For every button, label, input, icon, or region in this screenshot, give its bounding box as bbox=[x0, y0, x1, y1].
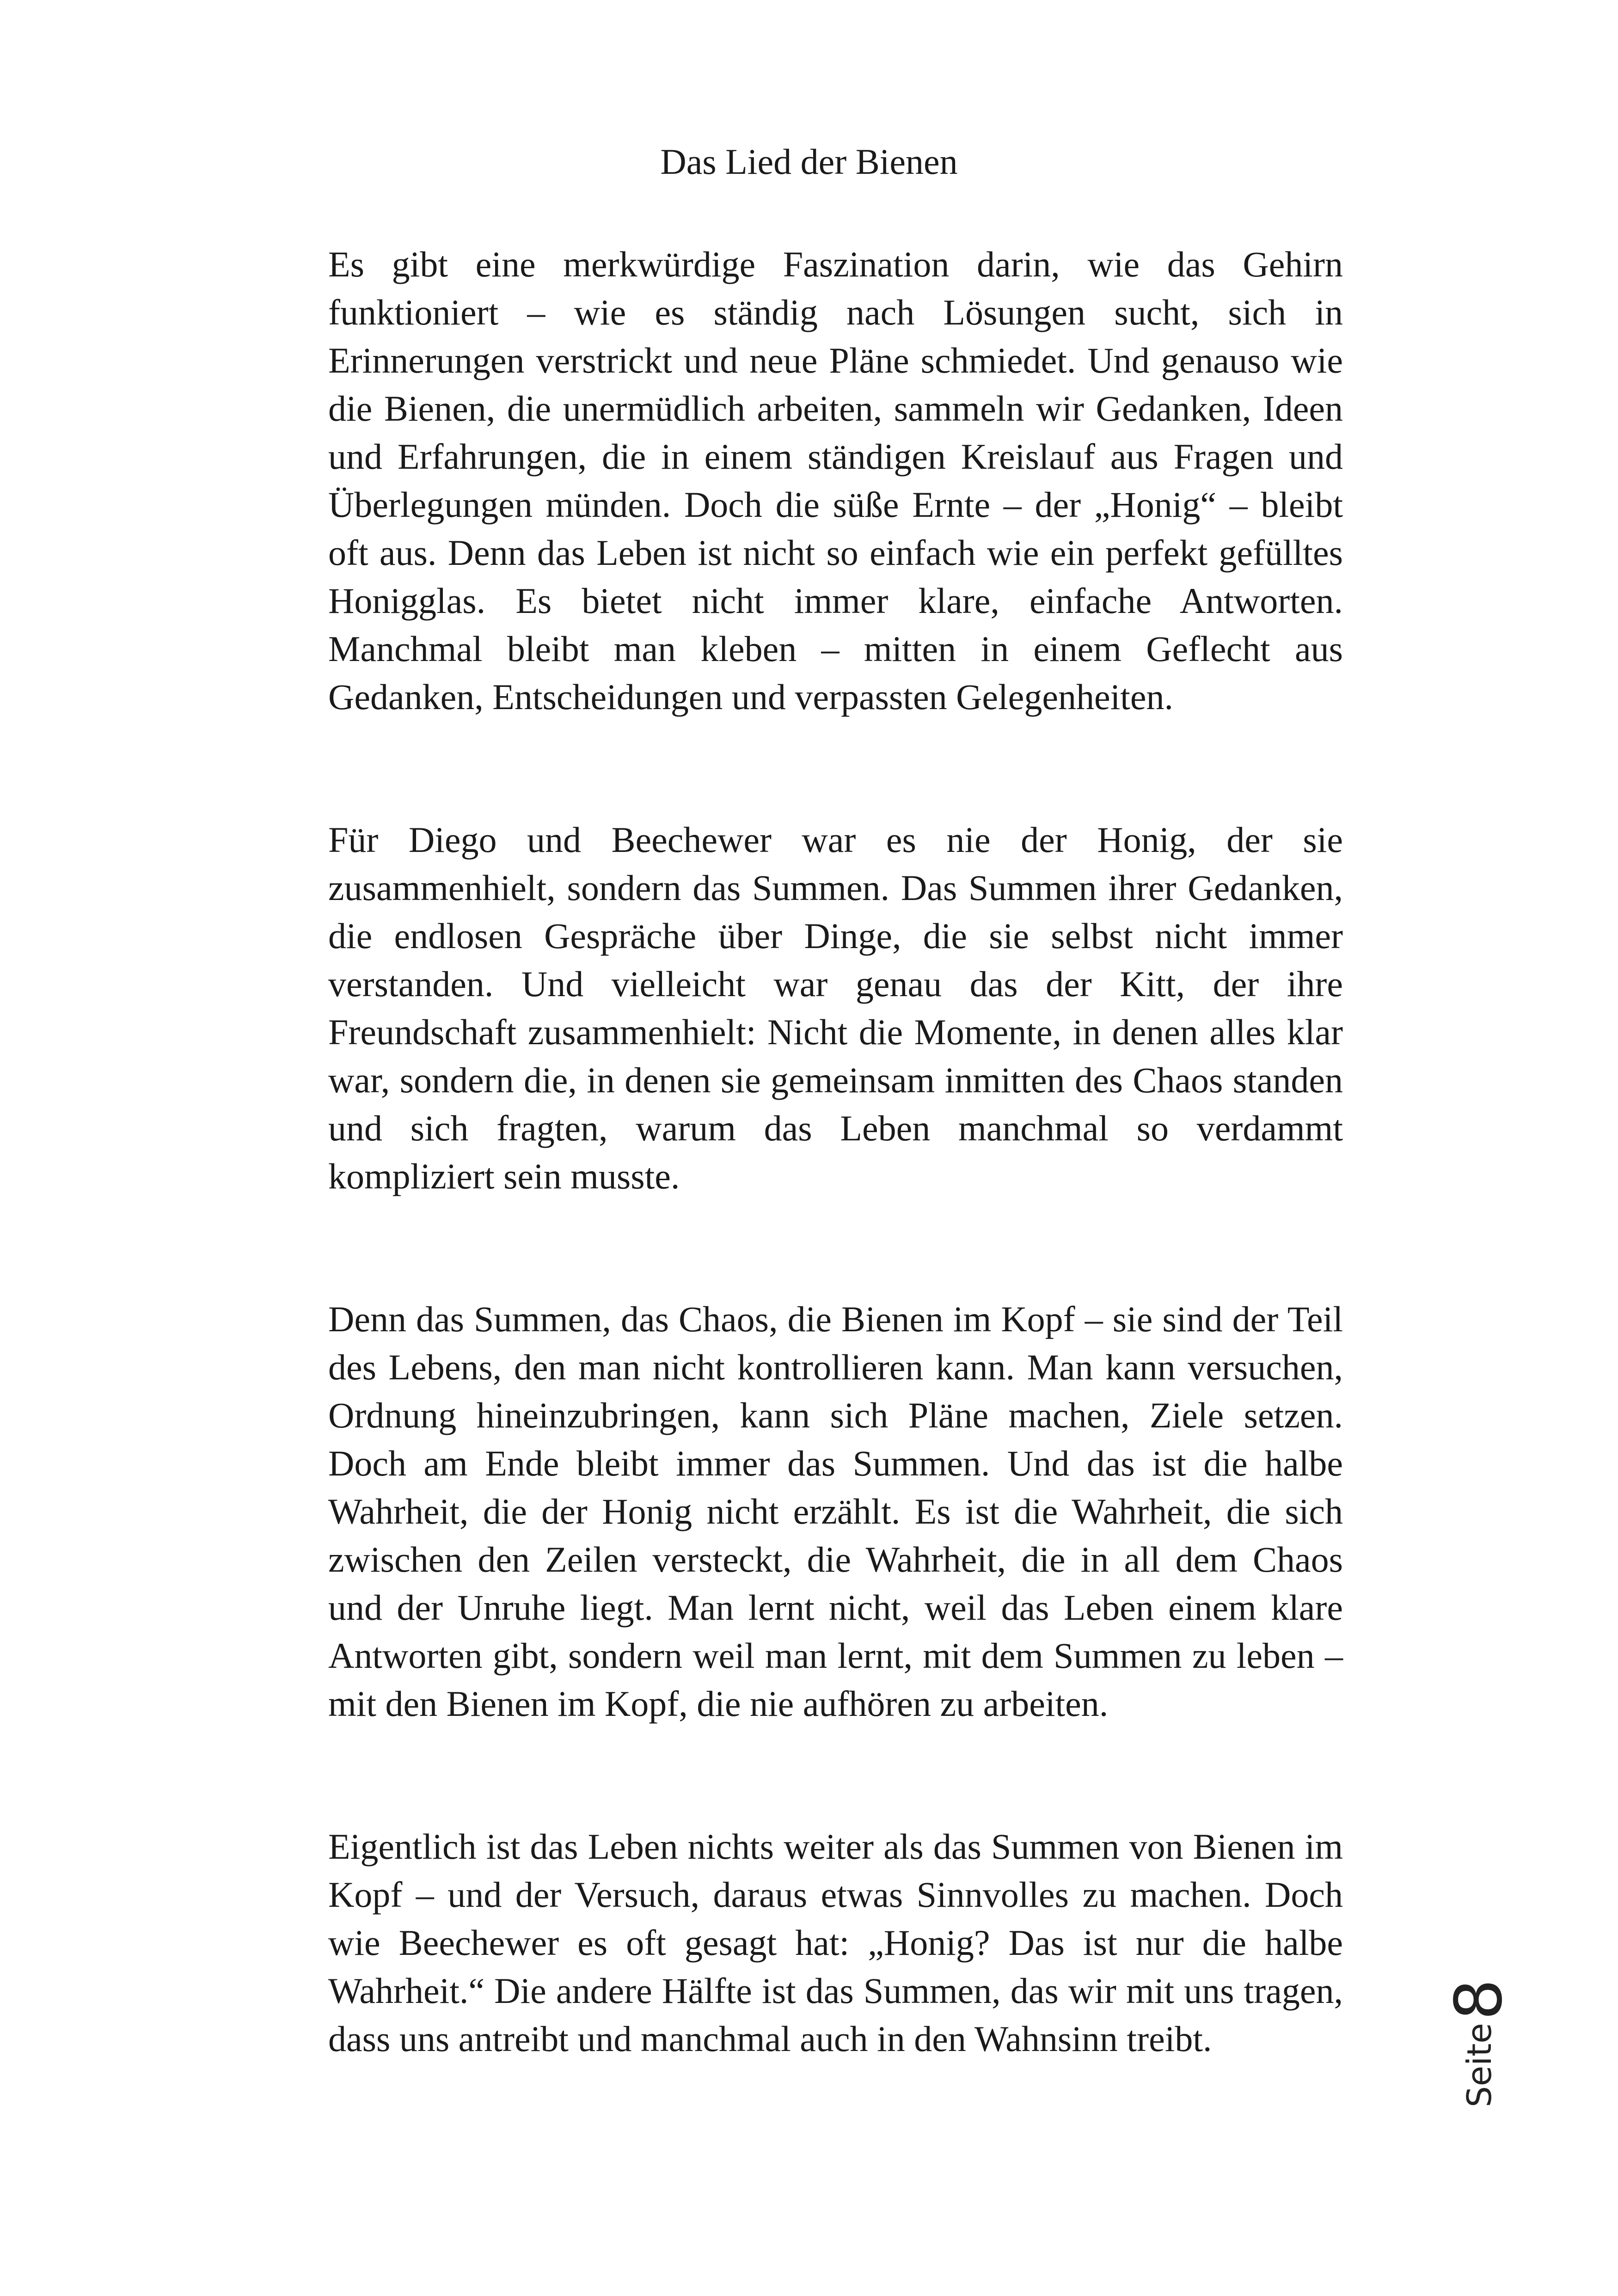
page-number-marker bbox=[1433, 1946, 1526, 2140]
body-text bbox=[328, 240, 1343, 2158]
page-number: 8 bbox=[1441, 1979, 1517, 2020]
paragraph-4: Eigentlich ist das Leben nichts weiter als das Summen von Bienen im Kopf – und der Versuch, daraus etwas Sinnvolles zu machen. Doch wie Beechewer es oft gesagt hat: „Honig? Das ist nur die halbe Wahrheit.“ Die andere Hälfte ist das Summen, das wir mit uns tragen, dass uns antreibt und manchmal auch in den Wahnsinn treibt. bbox=[328, 1826, 1343, 2059]
chapter-title: Das Lied der Bienen bbox=[660, 141, 958, 182]
page-label: Seite bbox=[1460, 2023, 1499, 2107]
paragraph-3: Denn das Summen, das Chaos, die Bienen im Kopf – sie sind der Teil des Lebens, den man nicht kontrollieren kann. Man kann versuchen, Ordnung hineinzubringen, kann sich Pläne machen, Ziele setzen. Doch am Ende bleibt immer das Summen. Und das ist die halbe Wahrheit, die der Honig nicht erzählt. Es ist die Wahrheit, die sich zwischen den Zeilen versteckt, die Wahrheit, die in all dem Chaos und der Unruhe liegt. Man lernt nicht, weil das Leben einem klare Antworten gibt, sondern weil man lernt, mit dem Summen zu leben – mit den Bienen im Kopf, die nie aufhören zu arbeiten. bbox=[328, 1299, 1343, 1724]
paragraph-2: Für Diego und Beechewer war es nie der Honig, der sie zusammenhielt, sondern das Summen. Das Summen ihrer Gedanken, die endlosen Gespräche über Dinge, die sie selbst nicht immer verstanden. Und vielleicht war genau das der Kitt, der ihre Freundschaft zusammenhielt: Nicht die Momente, in denen alles klar war, sondern die, in denen sie gemeinsam inmitten des Chaos standen und sich fragten, warum das Leben manchmal so verdammt kompliziert sein musste. bbox=[328, 820, 1343, 1196]
paragraph-1: Es gibt eine merkwürdige Faszination darin, wie das Gehirn funktioniert – wie es ständig nach Lösungen sucht, sich in Erinnerungen verstrickt und neue Pläne schmiedet. Und genauso wie die Bienen, die unermüdlich arbeiten, sammeln wir Gedanken, Ideen und Erfahrungen, die in einem ständigen Kreislauf aus Fragen und Überlegungen münden. Doch die süße Ernte – der „Honig“ – bleibt oft aus. Denn das Leben ist nicht so einfach wie ein perfekt gefülltes Honigglas. Es bietet nicht immer klare, einfache Antworten. Manchmal bleibt man kleben – mitten in einem Geflecht aus Gedanken, Entscheidungen und verpassten Gelegenheiten. bbox=[328, 244, 1343, 717]
